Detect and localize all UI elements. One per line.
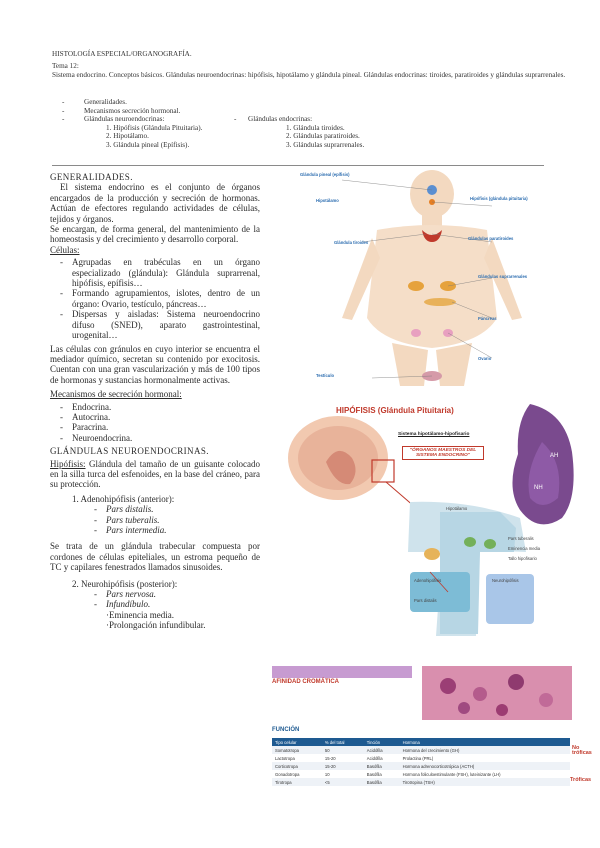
cell-type-table <box>272 738 570 786</box>
section-title: GENERALIDADES. <box>50 172 133 182</box>
list-item: ·Eminencia media. <box>106 609 174 620</box>
toc-item: Generalidades. <box>84 98 127 106</box>
list-item: - Neuroendocrina. <box>60 432 133 443</box>
table-of-contents: - Generalidades. - Mecanismos secreción hormonal. - Glándulas neuroendocrinas: - Glándulas endocrinas: 1. Hipófisis (Glándula Pituitaria). 1. Glándula tiroides. 2. Hipotálamo. 2. Glándulas paratiroides. 3. Glándula pineal (Epífisis). 3. Glándulas suprarrenales. <box>62 98 365 149</box>
list-item: Infundíbulo. <box>106 599 151 610</box>
document-header <box>52 50 572 80</box>
affinity-figure <box>270 664 592 796</box>
table-row: Tirotropa <5 Basófila Tirotropina (TSH) <box>272 778 570 786</box>
label-tiroides: Glándula tiroides <box>334 240 369 245</box>
label-pars-tuberalis: Pars tuberalis <box>508 536 534 541</box>
mechanism-list <box>50 402 260 444</box>
table-row: Somatotropa 50 Acidófila Hormona del crecimiento (GH) <box>272 746 570 754</box>
paragraph: Hipófisis: Glándula del tamaño de un guisante colocado en la silla turca del esfenoides, en la base del cráneo, para su protección. <box>50 458 260 490</box>
endocrine-body-figure <box>282 168 582 386</box>
label-no-troficas: No tróficas <box>572 745 592 756</box>
paragraph: El sistema endocrino es el conjunto de órganos encargados de la producción y secreción de hormonas. Actúan de efectores regulando actividades de células, tejidos y órganos. <box>50 182 260 224</box>
label-troficas: Tróficas <box>570 777 592 783</box>
hipofisis-figure <box>280 402 580 642</box>
label-paratiroides: Glándulas paratiroides <box>468 236 514 241</box>
function-title: FUNCIÓN <box>272 727 300 733</box>
label-pineal: Glándula pineal (epífisis) <box>300 172 350 177</box>
list-item: Pars intermedia. <box>106 525 167 535</box>
topic-number: Tema 12: <box>52 62 79 70</box>
toc-subitem: 2. Glándulas paratiroides. <box>286 132 360 141</box>
hipofisis-subtitle: Sistema hipotálamo-hipofisario <box>398 432 470 437</box>
toc-subitem: 3. Glándula pineal (Epífisis). <box>106 140 190 149</box>
label-tallo: Tallo hipofisario <box>508 556 537 561</box>
label-ovario: Ovario <box>478 356 492 361</box>
label-hipotalamo: Hipotálamo <box>446 506 468 511</box>
cell-list <box>50 257 260 340</box>
column-header: % del total <box>322 738 364 746</box>
label-hipotalamo: Hipotálamo <box>316 198 339 203</box>
hipofisis-quote: "ÓRGANOS MAESTROS DEL SISTEMA ENDOCRINO" <box>402 446 484 460</box>
table-row: Gonadotropa 10 Basófila Hormona foliculoestimulante (FSH), luteinizante (LH) <box>275 771 501 777</box>
list-item: - Agrupadas en trabéculas en un órgano especializado (glándula): Glándula suprarrenal, hipófisis, epífisis… <box>60 257 260 289</box>
hipofisis-illustration <box>280 402 580 642</box>
numbered-heading: 2. Neurohipófisis (posterior): <box>72 578 178 589</box>
toc-item: Glándulas endocrinas: <box>248 115 313 124</box>
label-ah: AH <box>550 453 559 459</box>
affinity-title: AFINIDAD CROMÁTICA <box>272 679 339 685</box>
course-title: HISTOLOGÍA ESPECIAL/ORGANOGRAFÍA. <box>52 50 192 58</box>
column-header: Tinción <box>364 738 400 746</box>
toc-item: Mecanismos secreción hormonal. <box>84 106 181 115</box>
list-item: Pars nervosa. <box>106 589 156 600</box>
label-adenohipofisis: Adenohipófisis <box>414 578 442 583</box>
subsection-title: Mecanismos de secreción hormonal: <box>50 389 182 400</box>
main-text-column <box>50 172 260 631</box>
label-testiculo: Testículo <box>316 373 335 378</box>
list-item: - Autocrina. <box>60 411 111 422</box>
toc-subitem: 1. Glándula tiroides. <box>286 123 345 132</box>
table-row: Lactotropa 15-20 Acidófila Prolactina (PRL) <box>275 755 434 761</box>
toc-item: Glándulas neuroendocrinas: <box>84 115 165 124</box>
label-nh: NH <box>534 485 543 491</box>
list-item: - Endocrina. <box>60 401 112 412</box>
table-row: Corticotropa 15-20 Basófila Hormona adrenocorticotrópica (ACTH) <box>272 762 570 770</box>
paragraph: Se trata de un glándula trabecular compuesta por cordones de células epiteliales, un estroma pequeño de TC y capilares fenestrados llamados sinusoides. <box>50 541 260 573</box>
hipofisis-title: HIPÓFISIS (Glándula Pituitaria) <box>336 406 454 415</box>
paragraph: Se encargan, de forma general, del mantenimiento de la homeostasis y del crecimiento y desarrollo corporal. <box>50 224 260 245</box>
neuro-parts: - Pars nervosa. - Infundíbulo. ·Eminencia media. ·Prolongación infundibular. <box>50 589 260 631</box>
paragraph: Las células con gránulos en cuyo interior se encuentra el mediador químico, secretan su contenido por exocitosis. Cuentan con una gran vascularización y más de 100 tipos de hormonas y sustancias hormonalmente activas. <box>50 343 260 385</box>
label-eminencia-media: Eminencia media <box>508 546 541 551</box>
section-title: GLÁNDULAS NEUROENDOCRINAS. <box>50 446 209 457</box>
list-item: Pars distalis. <box>106 504 154 515</box>
list-item: ·Prolongación infundibular. <box>106 620 206 631</box>
numbered-heading: 1. Adenohipófisis (anterior): <box>72 493 175 504</box>
label-pancreas: Páncreas <box>478 316 497 321</box>
list-item: - Paracrina. <box>60 422 109 433</box>
column-header: Hormona <box>400 738 570 746</box>
toc-subitem: 3. Glándulas suprarrenales. <box>286 140 365 149</box>
subsection-title: Células: <box>50 244 80 255</box>
list-item: Pars tuberalis. <box>106 514 160 525</box>
toc-subitem: 2. Hipotálamo. <box>106 132 149 141</box>
label-suprarrenales: Glándulas suprarrenales <box>478 274 528 279</box>
adeno-parts: - Pars distalis. - Pars tuberalis. - Pars intermedia. <box>50 504 260 535</box>
label-hipofisis: Hipófisis (glándula pituitaria) <box>470 196 528 201</box>
separator-line <box>52 165 544 166</box>
table-header-row <box>272 738 570 746</box>
column-header: Tipo celular <box>272 738 322 746</box>
list-item: - Formando agrupamientos, islotes, dentro de un órgano: Ovario, testículo, páncreas… <box>60 288 260 309</box>
toc-subitem: 1. Hipófisis (Glándula Pituitaria). <box>106 123 203 132</box>
label-pars-distalis: Pars distalis <box>414 598 437 603</box>
topic-description: Sistema endocrino. Conceptos básicos. Glándulas neuroendocrinas: hipófisis, hipotálamo y glándula pineal. Glándulas endocrinas: tiroides, paratiroides y glándulas suprarrenales. <box>52 71 566 79</box>
list-item: - Dispersas y aisladas: Sistema neuroendocrino difuso (SNED), aparato gastrointestinal, urogenital… <box>60 309 260 341</box>
label-neurohipofisis: Neurohipófisis <box>492 578 519 583</box>
